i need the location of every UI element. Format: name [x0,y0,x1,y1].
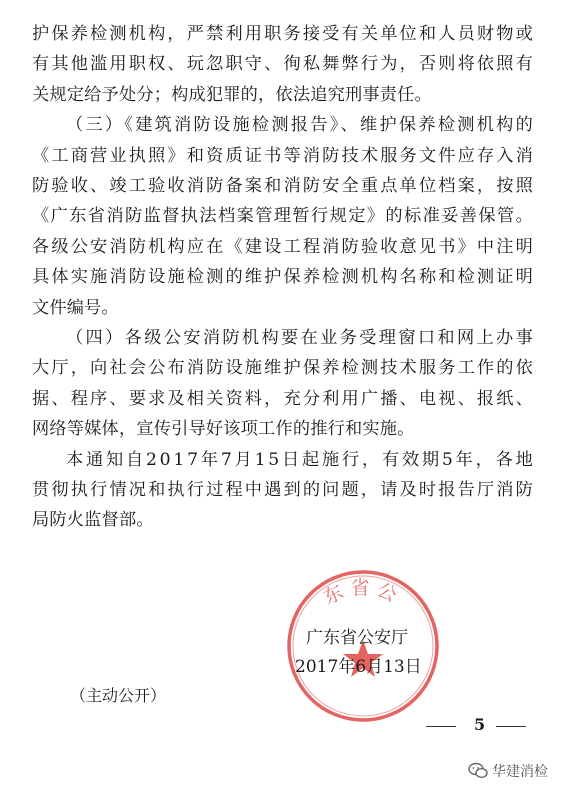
body-line-text: 护保养检测机构，严禁利用职务接受有关单位和人员财物或 [32,24,535,44]
body-line-text: 各级公安消防机构应在《建设工程消防验收意见书》中注明 [32,236,535,257]
body-line [0,508,566,532]
body-line [0,174,566,198]
body-line-text: 大厅，向社会公布消防设施维护保养检测技术服务工作的依 [32,358,535,379]
wechat-watermark [468,759,548,783]
signature-org: 广东省公安厅 [306,628,408,648]
body-line-text: 据、程序、要求及相关资料，充分利用广播、电视、报纸、 [32,388,535,409]
body-line [0,22,566,46]
seal-arc-text: 东省公 [320,577,406,610]
body-line-text: 防验收、竣工验收消防备案和消防安全重点单位档案，按照 [32,176,535,196]
body-line [0,478,566,502]
body-line-text: 贯彻执行情况和执行过程中遇到的问题，请及时报告厅消防 [32,480,535,500]
body-line [0,204,566,228]
body-line-text: （四）各级公安消防机构要在业务受理窗口和网上办事 [66,328,536,348]
body-line-text: 本通知自2017年7月15日起施行，有效期5年，各地 [66,449,536,470]
body-line-text: 《工商营业执照》和资质证书等消防技术服务文件应存入消 [32,145,535,166]
body-line-text: 有其他滥用职权、玩忽职守、徇私舞弊行为，否则将依照有 [32,54,535,75]
body-line [0,296,566,320]
body-line-text: 关规定给予处分；构成犯罪的，依法追究刑事责任。 [32,84,432,105]
svg-text:东省公 [320,577,405,609]
body-line [0,326,566,350]
wechat-icon [468,762,488,780]
body-line-text: 《广东省消防监督执法档案管理暂行规定》的标准妥善保管。 [32,206,535,227]
body-line-text: 局防火监督部。 [32,510,154,531]
disclosure-label: （主动公开） [70,686,167,705]
watermark-text: 华建消检 [492,764,548,780]
body-line-text: （三）《建筑消防设施检测报告》、维护保养检测机构的 [66,115,536,136]
body-line-text: 文件编号。 [32,297,119,318]
body-line [0,144,566,168]
body-line [0,448,566,472]
body-line-text: 网络等媒体，宣传引导好该项工作的推行和实施。 [32,419,415,440]
body-line [0,235,566,259]
body-line [0,387,566,411]
body-line [0,417,566,441]
body-line-text: 具体实施消防设施检测的维护保养检测机构名称和检测证明 [32,267,535,288]
signature-date: 2017年6月13日 [295,657,422,677]
body-line [0,356,566,380]
page-number [426,714,526,738]
body-line [0,83,566,107]
body-line [0,265,566,289]
page-number-value: 5 [474,715,486,734]
body-line [0,52,566,76]
body-line [0,113,566,137]
